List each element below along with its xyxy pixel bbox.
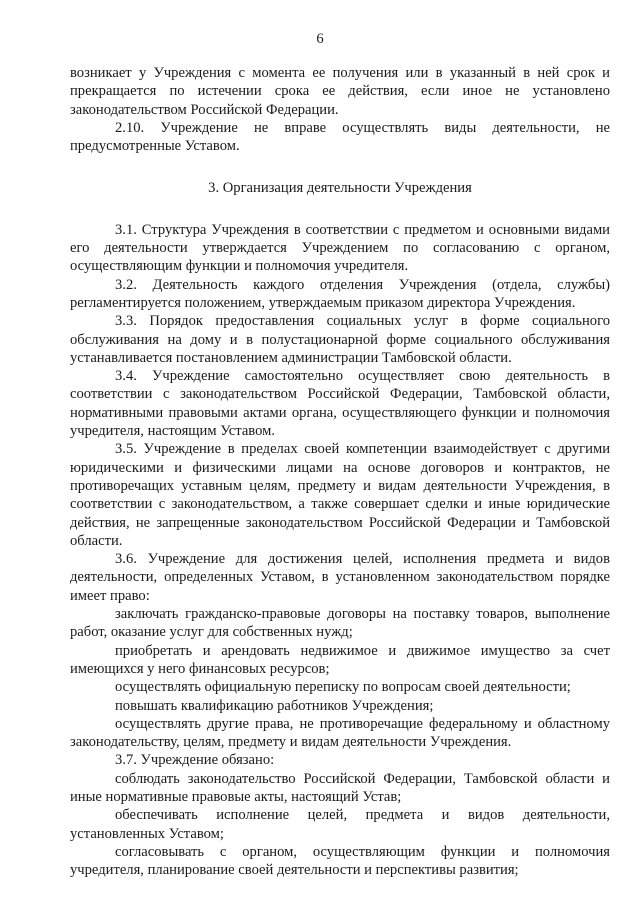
- paragraph-3-7: 3.7. Учреждение обязано:: [115, 752, 275, 769]
- paragraph-3-2: 3.2. Деятельность каждого отделения Учреждения (отдела, службы) регламентируется положением, утверждаемым приказом директора Учреждения.: [70, 276, 610, 311]
- list-item: обеспечивать исполнение целей, предмета и видов деятельности, установленных Уставом;: [70, 807, 610, 842]
- page-number: 6: [316, 31, 324, 47]
- list-item: повышать квалификацию работников Учреждения;: [115, 697, 434, 714]
- paragraph-3-4: 3.4. Учреждение самостоятельно осуществляет свою деятельность в соответствии с законодательством Российской Федерации, Тамбовской области, нормативными правовыми актами органа, осуществляющего функции и полномочия учредителя, настоящим Уставом.: [70, 368, 610, 440]
- paragraph-continuation: возникает у Учреждения с момента ее получения или в указанный в ней срок и прекращается по истечении срока ее действия, если иное не установлено законодательством Российской Федерации.: [70, 65, 610, 118]
- list-item: согласовывать с органом, осуществляющим функции и полномочия учредителя, планирование своей деятельности и перспективы развития;: [70, 843, 610, 879]
- list-item: приобретать и арендовать недвижимое и движимое имущество за счет имеющихся у него финансовых ресурсов;: [70, 642, 610, 677]
- document-body: [70, 64, 610, 879]
- list-item: соблюдать законодательство Российской Федерации, Тамбовской области и иные нормативные правовые акты, настоящий Устав;: [70, 770, 610, 805]
- list-item: осуществлять другие права, не противоречащие федеральному и областному законодательству, целям, предмету и видам деятельности Учреждения.: [70, 715, 610, 751]
- paragraph-3-6: 3.6. Учреждение для достижения целей, исполнения предмета и видов деятельности, определенных Уставом, в установленном законодательством порядке имеет право:: [70, 551, 610, 604]
- list-item: осуществлять официальную переписку по вопросам своей деятельности;: [115, 679, 571, 696]
- paragraph-3-3: 3.3. Порядок предоставления социальных услуг в форме социального обслуживания на дому и в полустационарной форме социального обслуживания устанавливается постановлением администрации Тамбовской области.: [70, 313, 610, 366]
- paragraph-3-1: 3.1. Структура Учреждения в соответствии с предметом и основными видами его деятельности утверждается Учреждением по согласованию с органом, осуществляющим функции и полномочия учредителя.: [70, 221, 610, 275]
- paragraph-2-10: 2.10. Учреждение не вправе осуществлять виды деятельности, не предусмотренные Уставом.: [70, 119, 610, 155]
- list-item: заключать гражданско-правовые договоры на поставку товаров, выполнение работ, оказание услуг для собственных нужд;: [70, 606, 610, 641]
- section-heading: 3. Организация деятельности Учреждения: [208, 180, 472, 197]
- paragraph-3-5: 3.5. Учреждение в пределах своей компетенции взаимодействует с другими юридическими и физическими лицами на основе договоров и контрактов, не противоречащих уставным целям, предмету и видам деятельности Учреждения, в соответствии с законодательством, а также совершает сделки и иные юридические действия, не запрещенные законодательством Российской Федерации и Тамбовской области.: [70, 441, 610, 549]
